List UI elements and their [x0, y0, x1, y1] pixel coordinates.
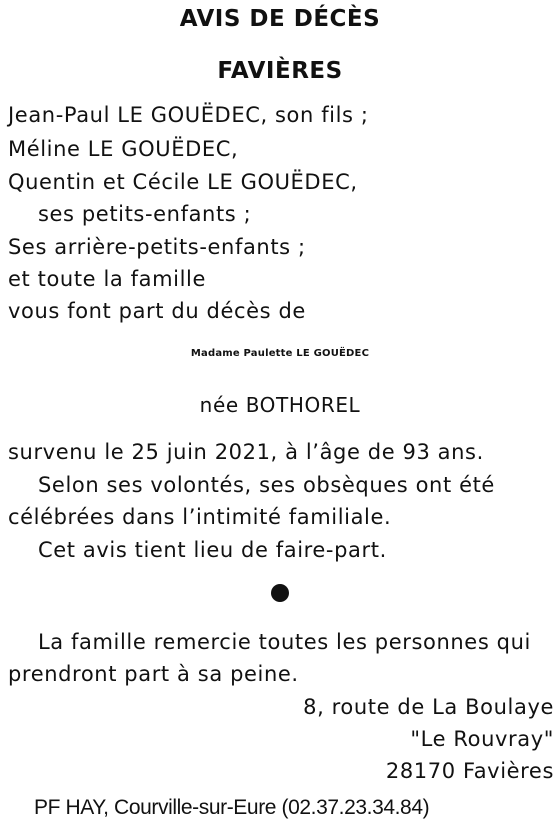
- family-line: Quentin et Cécile LE GOUËDEC,: [8, 170, 358, 194]
- address-line: 8, route de La Boulaye: [303, 695, 554, 719]
- body-line: Selon ses volontés, ses obsèques ont été: [38, 473, 495, 497]
- address-line: 28170 Favières: [385, 759, 554, 783]
- thanks-line: La famille remercie toutes les personnes qui: [38, 630, 531, 654]
- funeral-home-line: PF HAY, Courville-sur-Eure (02.37.23.34.84): [34, 796, 430, 819]
- separator-bullet: [271, 584, 289, 602]
- family-line: vous font part du décès de: [8, 299, 306, 323]
- body-line: Cet avis tient lieu de faire-part.: [38, 538, 387, 562]
- family-line: Ses arrière-petits-enfants ;: [8, 235, 306, 259]
- family-line: et toute la famille: [8, 267, 206, 291]
- notice-town: FAVIÈRES: [217, 58, 343, 84]
- body-line: survenu le 25 juin 2021, à l’âge de 93 ans.: [8, 440, 484, 464]
- family-line: Méline LE GOUËDEC,: [8, 137, 239, 161]
- maiden-name: née BOTHOREL: [199, 393, 361, 417]
- family-line: Jean-Paul LE GOUËDEC, son fils ;: [8, 103, 369, 127]
- thanks-line: prendront part à sa peine.: [8, 662, 299, 686]
- body-line: célébrées dans l’intimité familiale.: [8, 505, 392, 529]
- family-line: ses petits-enfants ;: [38, 202, 252, 226]
- notice-title: AVIS DE DÉCÈS: [179, 6, 381, 32]
- address-line: "Le Rouvray": [410, 727, 554, 751]
- deceased-name: Madame Paulette LE GOUËDEC: [190, 348, 370, 359]
